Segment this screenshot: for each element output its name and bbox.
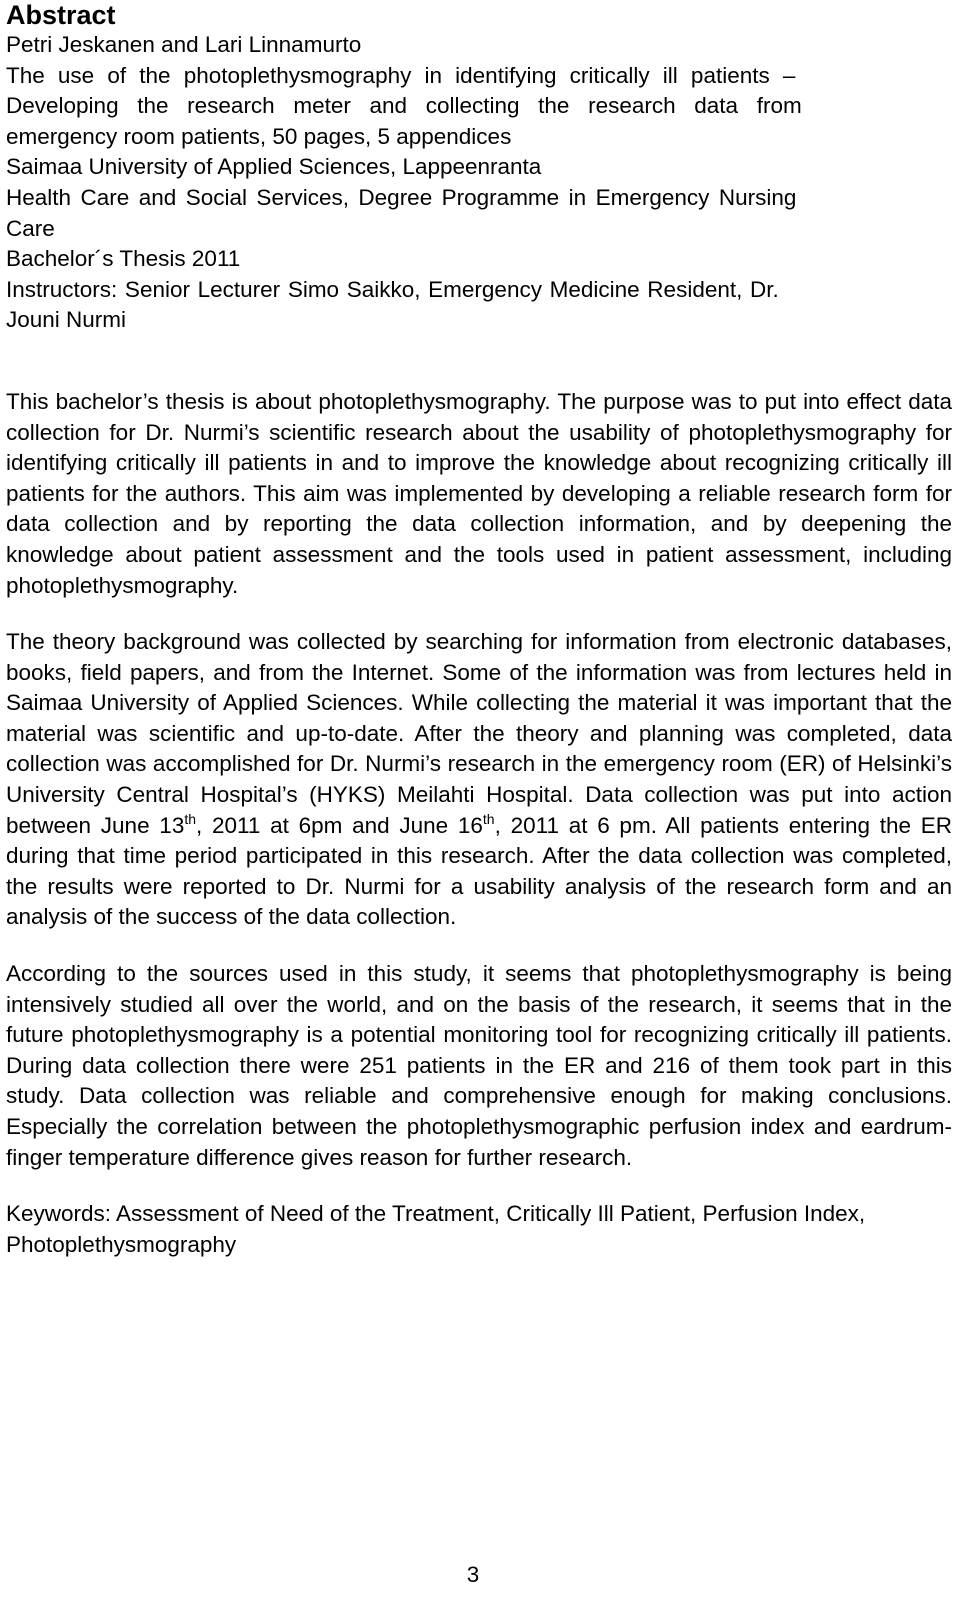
programme-line-2: Care (6, 215, 55, 241)
document-page (6, 0, 952, 1260)
instructors-line-2: Jouni Nurmi (6, 307, 127, 333)
abstract-heading: Abstract (6, 0, 116, 30)
title-line-2: Developing the research meter and collecting the research data from (6, 93, 802, 119)
thesis-type: Bachelor´s Thesis 2011 (6, 246, 241, 272)
thesis-meta (6, 30, 952, 336)
paragraph-2-text-b: , 2011 at 6pm and June 16 (196, 812, 483, 838)
ordinal-suffix-1: th (184, 810, 197, 827)
programme-line-1: Health Care and Social Services, Degree Programme in Emergency Nursing (6, 184, 797, 210)
paragraph-2-text-c: , 2011 at 6 pm. All patients entering the ER during that time period participated in this research. After the data collection was completed, the results were reported to Dr. Nurmi for a usability analysis of the research form and an analysis of the success of the data collection. (6, 812, 952, 930)
authors: Petri Jeskanen and Lari Linnamurto (6, 32, 362, 57)
institution: Saimaa University of Applied Sciences, Lappeenranta (6, 154, 542, 180)
abstract-paragraph-2 (6, 627, 952, 933)
title-line-1: The use of the photoplethysmography in identifying critically ill patients – (6, 62, 796, 88)
keywords: Keywords: Assessment of Need of the Treatment, Critically Ill Patient, Perfusion Index, Photoplethysmography (6, 1201, 866, 1257)
page-number: 3 (466, 1562, 480, 1587)
ordinal-suffix-2: th (482, 810, 495, 827)
abstract-paragraph-1: This bachelor’s thesis is about photoplethysmography. The purpose was to put into effect data collection for Dr. Nurmi’s scientific research about the usability of photoplethysmography for identifying critically ill patients in and to improve the knowledge about recognizing critically ill patients for the authors. This aim was implemented by developing a reliable research form for data collection and by reporting the data collection information, and by deepening the knowledge about patient assessment and the tools used in patient assessment, including photoplethysmography. (6, 388, 952, 598)
paragraph-2-text-a: The theory background was collected by searching for information from electronic databases, books, field papers, and from the Internet. Some of the information was from lectures held in Saimaa University of Applied Sciences. While collecting the material it was important that the material was scientific and up-to-date. After the theory and planning was completed, data collection was accomplished for Dr. Nurmi’s research in the emergency room (ER) of Helsinki’s University Central Hospital’s (HYKS) Meilahti Hospital. Data collection was put into action between June 13 (6, 629, 952, 838)
instructors-line-1: Instructors: Senior Lecturer Simo Saikko, Emergency Medicine Resident, Dr. (6, 276, 779, 302)
title-line-3: emergency room patients, 50 pages, 5 appendices (6, 123, 512, 149)
abstract-paragraph-3: According to the sources used in this study, it seems that photoplethysmography is being intensively studied all over the world, and on the basis of the research, it seems that in the future photoplethysmography is a potential monitoring tool for recognizing critically ill patients. During data collection there were 251 patients in the ER and 216 of them took part in this study. Data collection was reliable and comprehensive enough for making conclusions. Especially the correlation between the photoplethysmographic perfusion index and eardrum-finger temperature difference gives reason for further research. (6, 961, 952, 1170)
